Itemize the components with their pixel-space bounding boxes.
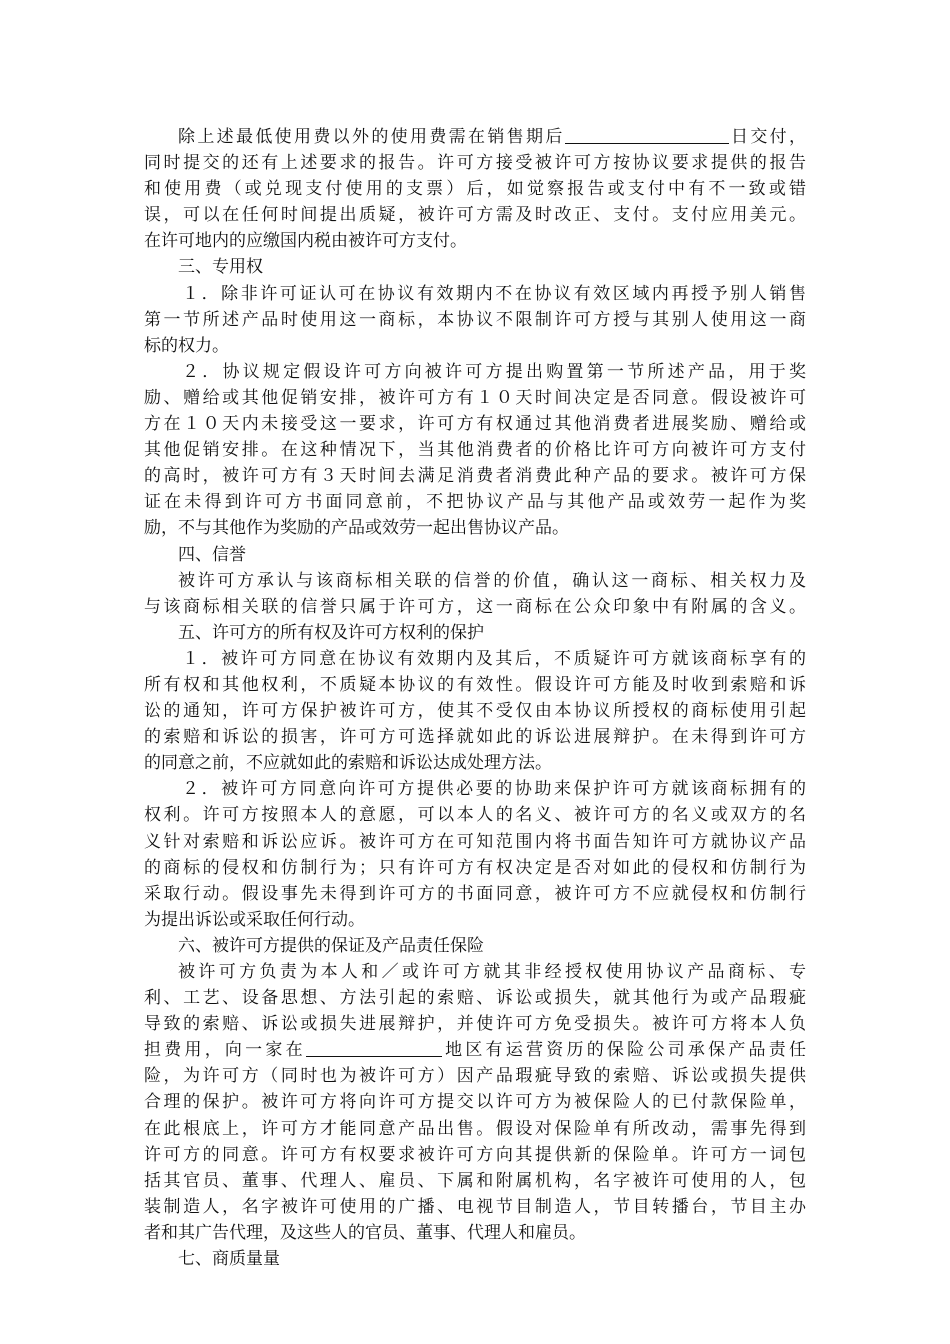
section-heading-warranty-insurance: 六、被许可方提供的保证及产品责任保险 xyxy=(178,935,484,956)
text-line: 括其官员、董事、代理人、雇员、下属和附属机构，名字被许可使用的人，包 xyxy=(144,1170,806,1191)
text-segment: 日交付， xyxy=(728,127,806,147)
text-line: 在此根底上，许可方才能同意产品出售。假设对保险单有所改动，需事先得到 xyxy=(144,1118,806,1139)
section-heading-quality: 七、商质量量 xyxy=(178,1249,280,1270)
text-line: 的商标的侵权和仿制行为；只有许可方有权决定是否对如此的侵权和仿制行为 xyxy=(144,857,806,878)
text-line: 所有权和其他权利，不质疑本协议的有效性。假设许可方能及时收到索赔和诉 xyxy=(144,674,806,695)
paragraph-payment xyxy=(144,124,806,254)
text-line: 方在１０天内未接受这一要求，许可方有权通过其他消费者进展奖励、赠给或 xyxy=(144,414,806,435)
text-line: 的索赔和诉讼的损害，许可方可选择就如此的诉讼进展辩护。在未得到许可方 xyxy=(144,727,806,748)
text-line: 与该商标相关联的信誉只属于许可方，这一商标在公众印象中有附属的含义。 xyxy=(144,596,806,617)
text-line: 导致的索赔、诉讼或损失进展辩护，并使许可方免受损失。被许可方将本人负 xyxy=(144,1014,806,1035)
text-line: 证在未得到许可方书面同意前，不把协议产品与其他产品或效劳一起作为奖 xyxy=(144,492,806,513)
text-line: 在许可地内的应缴国内税由被许可方支付。 xyxy=(144,231,467,252)
text-segment: 担费用，向一家在 xyxy=(144,1040,306,1061)
text-line: 励，不与其他作为奖励的产品或效劳一起出售协议产品。 xyxy=(144,518,569,539)
paragraph-goodwill xyxy=(144,568,806,620)
text-line: ２．协议规定假设许可方向被许可方提出购置第一节所述产品，用于奖 xyxy=(182,361,806,382)
text-line: 权利。许可方按照本人的意愿，可以本人的名义、被许可方的名义或双方的名 xyxy=(144,805,806,826)
fill-in-blank-days xyxy=(565,126,729,144)
text-line: 讼的通知，许可方保护被许可方，使其不受仅由本协议所授权的商标使用引起 xyxy=(144,701,806,722)
text-line: 标的权力。 xyxy=(144,335,229,356)
document-page xyxy=(144,124,806,1272)
text-segment: 除上述最低使用费以外的使用费需在销售期后 xyxy=(178,127,565,147)
text-line: 险，为许可方（同时也为被许可方）因产品瑕疵导致的索赔、诉讼或损失提供 xyxy=(144,1066,806,1087)
text-line: 者和其广告代理，及这些人的官员、董事、代理人和雇员。 xyxy=(144,1222,586,1243)
section-heading-exclusive-rights: 三、专用权 xyxy=(178,257,263,278)
text-line: 义针对索赔和诉讼应诉。被许可方在可知范围内将书面告知许可方就协议产品 xyxy=(144,831,806,852)
text-line: 同时提交的还有上述要求的报告。许可方接受被许可方按协议要求提供的报告 xyxy=(144,153,806,174)
text-line: 误，可以在任何时间提出质疑，被许可方需及时改正、支付。支付应用美元。 xyxy=(144,205,806,226)
paragraph-exclusive-2 xyxy=(144,359,806,542)
fill-in-blank-region xyxy=(306,1039,442,1057)
paragraph-exclusive-1 xyxy=(144,281,806,359)
text-line: １．被许可方同意在协议有效期内及其后，不质疑许可方就该商标享有的 xyxy=(182,648,806,669)
text-line: １．除非许可证认可在协议有效期内不在协议有效区域内再授予别人销售 xyxy=(182,283,806,304)
paragraph-ownership-1 xyxy=(144,646,806,776)
text-line: 采取行动。假设事先未得到许可方的书面同意，被许可方不应就侵权和仿制行 xyxy=(144,883,806,904)
text-line: 许可方的同意。许可方有权要求被许可方向其提供新的保险单。许可方一词包 xyxy=(144,1144,806,1165)
text-line: 被许可方负责为本人和／或许可方就其非经授权使用协议产品商标、专 xyxy=(178,962,806,982)
text-line: 装制造人，名字被许可使用的广播、电视节目制造人，节目转播台，节目主办 xyxy=(144,1196,806,1217)
text-line: ２．被许可方同意向许可方提供必要的协助来保护许可方就该商标拥有的 xyxy=(182,779,806,800)
paragraph-ownership-2 xyxy=(144,776,806,933)
text-segment: 地区有运营资历的保险公司承保产品责任 xyxy=(441,1040,806,1061)
text-line: 为提出诉讼或采取任何行动。 xyxy=(144,909,365,930)
text-line: 被许可方承认与该商标相关联的信誉的价值，确认这一商标、相关权力及 xyxy=(178,570,806,591)
section-heading-goodwill: 四、信誉 xyxy=(178,544,246,565)
text-line: 的高时，被许可方有３天时间去满足消费者消费此种产品的要求。被许可方保 xyxy=(144,466,806,487)
text-line xyxy=(144,1037,806,1063)
text-line xyxy=(144,124,806,150)
text-line: 利、工艺、设备思想、方法引起的索赔、诉讼或损失，就其他行为或产品瑕疵 xyxy=(144,988,806,1009)
text-line: 励、赠给或其他促销安排，被许可方有１０天时间决定是否同意。假设被许可 xyxy=(144,387,806,408)
text-line: 和使用费（或兑现支付使用的支票）后，如觉察报告或支付中有不一致或错 xyxy=(144,179,806,200)
text-line: 合理的保护。被许可方将向许可方提交以许可方为被保险人的已付款保险单， xyxy=(144,1092,806,1113)
text-line: 的同意之前，不应就如此的索赔和诉讼达成处理方法。 xyxy=(144,753,552,774)
paragraph-warranty xyxy=(144,959,806,1246)
text-line: 第一节所述产品时使用这一商标，本协议不限制许可方授与其别人使用这一商 xyxy=(144,309,806,330)
section-heading-ownership: 五、许可方的所有权及许可方权利的保护 xyxy=(178,622,484,643)
text-line: 其他促销安排。在这种情况下，当其他消费者的价格比许可方向被许可方支付 xyxy=(144,440,806,461)
